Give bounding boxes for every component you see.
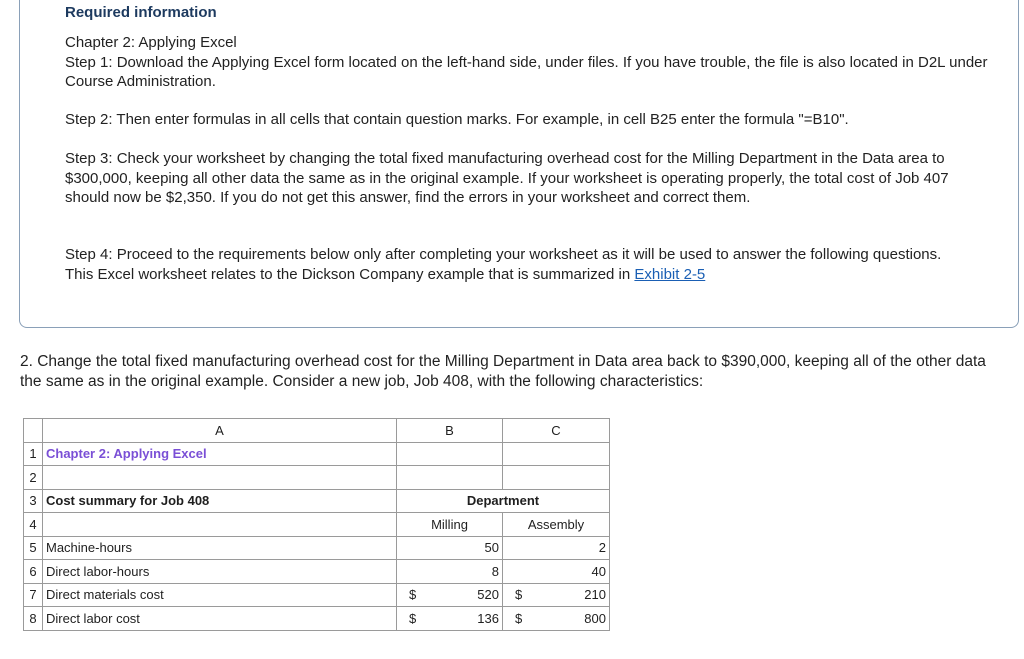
assembly-value: 210 (584, 587, 606, 603)
cell-c2 (503, 466, 610, 490)
table-row (24, 489, 610, 513)
sheet-title-cell: Chapter 2: Applying Excel (43, 442, 397, 466)
cost-summary-label: Cost summary for Job 408 (43, 489, 397, 513)
cell-a2 (43, 466, 397, 490)
exhibit-line (65, 265, 995, 285)
milling-value: 136 (477, 610, 499, 626)
step-3-text: Step 3: Check your worksheet by changing the total fixed manufacturing overhead cost for the Milling Department in the Data area to $300,000, keeping all other data the same as in the original example. If your worksheet is operating properly, the total cost of Job 407 should now be $2,350. If you do not get this answer, find the errors in your worksheet and correct them. (65, 150, 949, 206)
table-row (24, 513, 610, 537)
row-number: 8 (24, 607, 43, 631)
table-row (24, 536, 610, 560)
currency-symbol: $ (515, 587, 523, 603)
assembly-value: 2 (503, 536, 610, 560)
corner-cell (24, 419, 43, 443)
exhibit-link[interactable]: Exhibit 2-5 (634, 265, 706, 283)
row-label: Machine-hours (43, 536, 397, 560)
cell-c1 (503, 442, 610, 466)
step-2-text: Step 2: Then enter formulas in all cells that contain question marks. For example, in cell B25 enter the formula "=B10". (65, 111, 849, 128)
step-1-text: Step 1: Download the Applying Excel form located on the left-hand side, under files. If you have trouble, the file is also located in D2L under Course Administration. (65, 53, 988, 90)
exhibit-text: This Excel worksheet relates to the Dickson Company example that is summarized in (65, 265, 631, 283)
panel-title: Required information (65, 4, 217, 21)
milling-value: 520 (477, 587, 499, 603)
table-row (24, 466, 610, 490)
row-label: Direct labor cost (43, 607, 397, 631)
row-number: 2 (24, 466, 43, 490)
milling-value: 50 (397, 536, 503, 560)
row-number: 4 (24, 513, 43, 537)
row-number: 5 (24, 536, 43, 560)
assembly-value: 40 (503, 560, 610, 584)
row-number: 6 (24, 560, 43, 584)
row-label: Direct labor-hours (43, 560, 397, 584)
row-number: 7 (24, 583, 43, 607)
chapter-step1-block (65, 33, 995, 92)
column-header-row (24, 419, 610, 443)
currency-symbol: $ (409, 587, 417, 603)
assembly-value-cell (503, 607, 610, 631)
column-header-c: C (503, 419, 610, 443)
cell-b1 (397, 442, 503, 466)
assembly-value: 800 (584, 610, 606, 626)
question-text: 2. Change the total fixed manufacturing overhead cost for the Milling Department in Data area back to $390,000, keeping all of the other data the same as in the original example. Consider a new job, Job 408, with the following characteristics: (20, 353, 986, 390)
chapter-heading: Chapter 2: Applying Excel (65, 34, 237, 51)
row-label: Direct materials cost (43, 583, 397, 607)
cell-a4 (43, 513, 397, 537)
currency-symbol: $ (409, 610, 417, 626)
milling-header: Milling (397, 513, 503, 537)
table-row (24, 607, 610, 631)
table-row (24, 442, 610, 466)
assembly-value-cell (503, 583, 610, 607)
assembly-header: Assembly (503, 513, 610, 537)
spreadsheet-table (23, 418, 610, 631)
row-number: 3 (24, 489, 43, 513)
milling-value-cell (397, 607, 503, 631)
table-row (24, 583, 610, 607)
milling-value: 8 (397, 560, 503, 584)
cell-b2 (397, 466, 503, 490)
department-header: Department (397, 489, 610, 513)
row-number: 1 (24, 442, 43, 466)
table-row (24, 560, 610, 584)
step4-block (65, 245, 995, 284)
milling-value-cell (397, 583, 503, 607)
currency-symbol: $ (515, 610, 523, 626)
column-header-b: B (397, 419, 503, 443)
step-4-text: Step 4: Proceed to the requirements below only after completing your worksheet as it will be used to answer the following questions. (65, 246, 942, 263)
column-header-a: A (43, 419, 397, 443)
